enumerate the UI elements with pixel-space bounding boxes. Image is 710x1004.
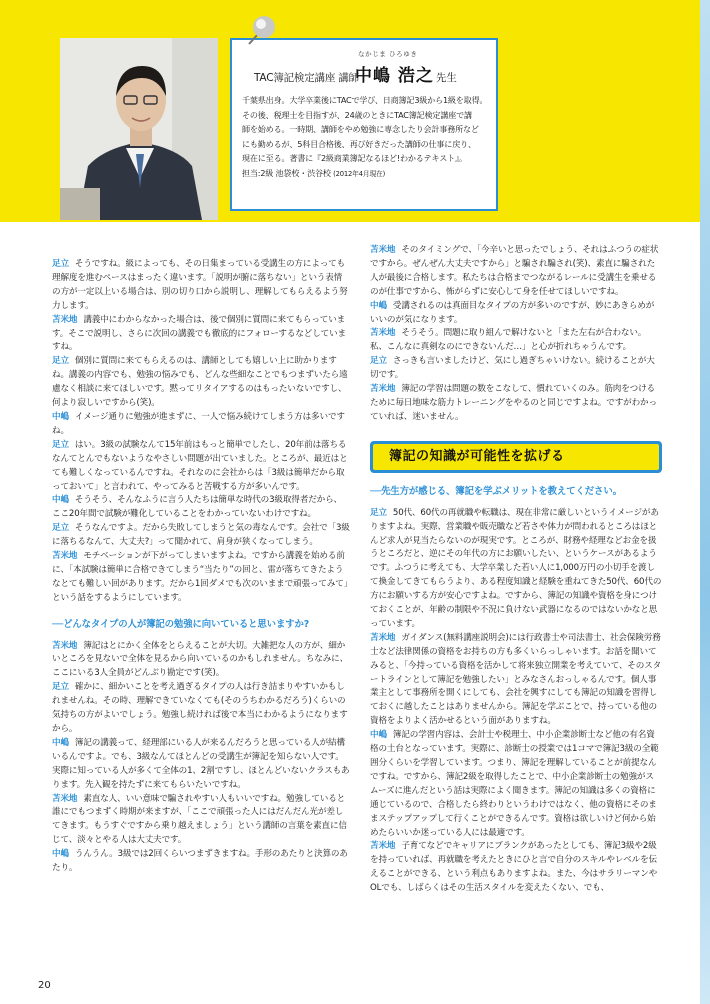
dialogue-text: そうなんですよ。だから失敗してしまうと気の毒なんです。会社で「3級に落ちるなんて、大丈夫?」って聞かれて、肩身が狭くなってしまう。: [52, 523, 350, 548]
dialogue-text: 講義中にわからなかった場合は、後で個別に質問に来てもらっています。そこで説明し、さらに次回の講義でも徹底的にフォローするなどしていますね。: [52, 314, 346, 353]
speaker-name: 中嶋: [370, 730, 387, 741]
dialogue-text: イメージ通りに勉強が進まずに、一人で悩み続けてしまう方は多いですね。: [52, 411, 345, 436]
dialogue-text: 簿記はとにかく全体をとらえることが大切。大雑把な人の方が、細かいところを見ないで全体を見るから向いているのかもしれません。ちなみに、ここにいる3人全員がどんぶり勘定です(笑)。: [52, 640, 349, 679]
profile-bio: [242, 93, 494, 182]
speaker-name: 足立: [52, 682, 69, 693]
push-pin-icon: [240, 12, 280, 52]
bio-line: にも勤めるが、5科目合格後、再び好きだった講師の仕事に戻り、: [242, 138, 476, 149]
dialogue-text: モチベーションが下がってしまいますよね。ですから講義を始める前に、「本試験は簡単に合格できてしまう“当たり”の回と、雷が落ちてきたようなとても難しい回があります。だから1回ダメでも次のいままで頑張ってみて」という話をするようにしています。: [52, 551, 348, 603]
speaker-name: 中嶋: [52, 849, 69, 860]
dialogue-paragraph: [52, 258, 350, 314]
dialogue-text: 簿記の講義って、経理部にいる人が来るんだろうと思っている人が結構いるんですよ。でも、3級なんてほとんどの受講生が簿記を知らない人です。実際に知っている人が多くて全体の1、2割ですし、ほとんどいないクラスもあります。先入観を持たずに来てもらいたいですね。: [52, 737, 350, 790]
profile-name: [355, 61, 457, 86]
charge-text: 担当:2級 池袋校・渋谷校: [242, 167, 331, 178]
profile-ruby: なかじま ひろゆき: [358, 50, 418, 58]
speaker-name: 足立: [52, 523, 69, 534]
dialogue-paragraph: [52, 411, 350, 439]
speaker-name: 足立: [370, 507, 387, 518]
speaker-name: 苫米地: [52, 640, 78, 651]
question-heading: ──どんなタイプの人が簿記の勉強に向いていると思いますか?: [52, 618, 310, 630]
dialogue-paragraph: [52, 848, 350, 876]
bio-line: その後、税理士を目指すが、24歳のときにTAC簿記検定講座で講: [242, 109, 472, 120]
dialogue-paragraph: [52, 522, 350, 550]
instructor-photo: [60, 38, 218, 220]
dialogue-text: さっきも言いましたけど、気にし過ぎちゃいけない。続けることが大切です。: [370, 356, 655, 381]
dialogue-text: 確かに、細かいことを考え過ぎるタイプの人は行き詰まりやすいかもしれませんね。その時、理解できていなくても(そのうちわかるだろう)くらいの気持ちの方がよいでしょう。勉強し続ければ後で本当にわかるようになりますから。: [52, 682, 348, 734]
page-number: 20: [38, 980, 51, 991]
dialogue-paragraph: [370, 327, 662, 355]
section-title: 簿記の知識が可能性を拡げる: [373, 444, 659, 470]
dialogue-paragraph: [52, 737, 350, 793]
speaker-name: 中嶋: [52, 411, 69, 422]
bio-charge: [242, 166, 494, 182]
dialogue-text: そうそう、そんなふうに言う人たちは簡単な時代の3級取得者だから、ここ20年間で試験が難化していることをわかっていないわけですね。: [52, 495, 342, 520]
dialogue-text: 個別に質問に来てもらえるのは、講師としても嬉しい上に助かりますね。講義の内容でも、勉強の悩みでも、どんな些細なことでもつまずいたら遠慮なく相談に来てほしいです。黙ってリタイアするのはもったいないですし、何より寂しいですから(笑)。: [52, 356, 348, 409]
bio-line: 千葉県出身。大学卒業後にTACで学び、日商簿記3級から1級を取得。: [242, 95, 488, 105]
dialogue-paragraph: [370, 244, 662, 300]
dialogue-paragraph: [52, 439, 350, 495]
dialogue-text: そうそう。問題に取り組んで解けないと「また左右が合わない。私、こんなに真剣なのにできないんだ…」と心が折れちゃうんです。: [370, 328, 647, 353]
section-title-box: [370, 441, 662, 473]
speaker-name: 苫米地: [370, 384, 396, 395]
left-column: [52, 258, 350, 876]
profile-honorific: 先生: [435, 72, 457, 84]
speaker-name: 足立: [52, 439, 69, 450]
profile-label: TAC簿記検定講座 講師: [254, 72, 359, 84]
speaker-name: 苫米地: [370, 328, 396, 339]
bio-line: 師を始める。一時期、講師をやめ勉強に専念したり会計事務所など: [242, 124, 479, 135]
dialogue-paragraph: [370, 300, 662, 328]
dialogue-paragraph: [370, 632, 662, 729]
dialogue-text: 子育てなどでキャリアにブランクがあったとしても、簿記3級や2級を持っていれば、再就職を考えたときにひと言で自分のスキルやレベルを伝えることができる、という利点もありますよね。また、今はサラリーマンやOLでも、しばらくはその生活スタイルを変えたくない、でも、: [370, 841, 658, 894]
dialogue-paragraph: [52, 355, 350, 411]
speaker-name: 中嶋: [52, 737, 69, 748]
speaker-name: 足立: [52, 259, 69, 269]
dialogue-paragraph: [370, 383, 662, 425]
profile-name-text: 中嶋 浩之: [355, 66, 434, 86]
speaker-name: 足立: [52, 356, 69, 367]
dialogue-paragraph: [52, 640, 350, 682]
dialogue-paragraph: [52, 681, 350, 737]
dialogue-paragraph: [52, 314, 350, 356]
dialogue-text: 素直な人、いい意味で騙されやすい人もいいですね。勉強していると誰にでもつまずく時期が来ますが、「ここで頑張った人にはだんだん光が差してきます。もうすぐですから乗り越えましょう」という講師の言葉を素直に信じて、淡々とやる人は大丈夫です。: [52, 793, 347, 846]
dialogue-paragraph: [370, 729, 662, 840]
dialogue-text: うんうん。3級では2回くらいつまずきますね。手形のあたりと決算のあたり。: [52, 849, 348, 874]
speaker-name: 苫米地: [52, 551, 78, 562]
right-column: [370, 244, 662, 896]
dialogue-text: 受講されるのは真面目なタイプの方が多いのですが、妙にあきらめがいいのが気になります。: [370, 300, 655, 325]
speaker-name: 苫米地: [370, 245, 396, 255]
question-heading: ──先生方が感じる、簿記を学ぶメリットを教えてください。: [370, 485, 622, 497]
dialogue-paragraph: [370, 355, 662, 383]
speaker-name: 中嶋: [52, 495, 69, 506]
speaker-name: 中嶋: [370, 300, 387, 311]
charge-note: (2012年4月現在): [333, 169, 386, 178]
speaker-name: 苫米地: [370, 841, 396, 852]
dialogue-text: そのタイミングで、「今辛いと思ったでしょう、それはふつうの症状ですから。ぜんぜん大丈夫ですから」と騙され騙され(笑)、素直に騙された人が最後に合格します。私たちは合格までつながるレールに受講生を乗せるのが仕事ですから、怖がらずに安心して身を任せてほしいですね。: [370, 245, 659, 297]
speaker-name: 苫米地: [52, 314, 78, 325]
dialogue-text: はい。3級の試験なんて15年前はもっと簡単でしたし、20年前は落ちるなんてとんでもないようなやさしい問題が出ていました。ところが、最近はとても難しくなっているんですね。それなのに会社からは「3級は簡単だから取っておいて」と言われて、やってみると苦戦する方が多いんです。: [52, 439, 348, 492]
dialogue-text: 簿記の学習は問題の数をこなして、慣れていくのみ。筋肉をつけるために毎日地味な筋力トレーニングをやるのと同じですよね。ですがわかっていれば、迷いません。: [370, 384, 657, 422]
dialogue-paragraph: [52, 793, 350, 849]
dialogue-paragraph: [52, 494, 350, 522]
speaker-name: 苫米地: [52, 793, 78, 804]
dialogue-text: 簿記の学習内容は、会計士や税理士、中小企業診断士など他の有名資格の土台となっています。実際に、診断士の授業では1コマで簿記3級の全範囲分くらいを学習しています。つまり、簿記を理解していることが前提なんですね。ですから、簿記2級を取得したことで、中小企業診断士の勉強がスムーズに進んだという話は実際によく聞きます。簿記の知識は多くの資格に通じているので、合格したら終わりというわけではなく、他の資格にそのままステップアップして行くことができるんです。資格は欲しいけど何から始めたらいいか迷っている人には最適です。: [370, 730, 659, 838]
bio-line: 現在に至る。著書に『2級商業簿記なるほど!わかるテキスト』。: [242, 153, 467, 164]
dialogue-text: そうですね。級によっても、その日集まっている受講生の方によっても理解度を進むペースはまったく違います。「説明が腑に落ちない」という表情の方が一定以上いる場合は、別の切り口から説明し、理解してもらえるよう努力します。: [52, 259, 348, 311]
dialogue-paragraph: [370, 507, 662, 632]
profile-box: [230, 38, 498, 211]
dialogue-text: 50代、60代の再就職や転職は、現在非常に厳しいというイメージがありますよね。実際、営業職や販売職など若さや体力が問われるところはほとんど求人が見当たらないのが現実です。ところが、財務や経理などお金を扱うところだと、逆にその年代の方にお願いしたい、というケースがあるようです。ふつうに考えても、大学卒業した若い人に1,000万円の小切手を渡して換金してきてもらうより、ある程度知識と経験を重ねてきた50代、60代の方にお願いする方が安心ですよね。ですから、簿記の知識や資格を身につけておくことが、年齢の制限や不況に負けない武器になるのではないかなと思っています。: [370, 507, 662, 629]
dialogue-paragraph: [52, 550, 350, 606]
speaker-name: 足立: [370, 356, 387, 367]
dialogue-text: ガイダンス(無料講座説明会)には行政書士や司法書士、社会保険労務士など法律関係の資格をお持ちの方も多くいらっしゃいます。お話を聞いてみると、「今持っている資格を活かして将来独立開業を考えていて、そのスタートラインとして簿記を勉強したい」とみなさんおっしゃるんです。個人事業主として事務所を開くにしても、会社を興すにしても簿記の知識を習得しておくに越したことはありませんから。簿記を学ぶことで、持っている他の資格をよりよく活かせるという面がありますね。: [370, 632, 662, 727]
speaker-name: 苫米地: [370, 632, 396, 643]
dialogue-paragraph: [370, 840, 662, 896]
edge-stripe: [700, 0, 710, 1004]
